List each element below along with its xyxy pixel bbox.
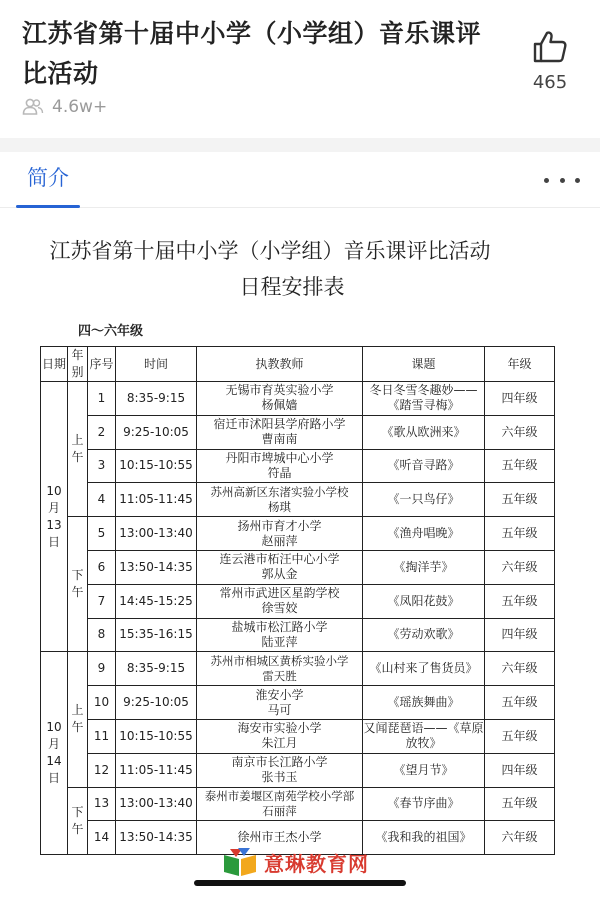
row-lesson: 《春节序曲》 bbox=[363, 787, 485, 821]
row-grade: 六年级 bbox=[485, 821, 555, 855]
table-row bbox=[41, 686, 555, 720]
row-number: 1 bbox=[88, 382, 116, 416]
table-row bbox=[41, 415, 555, 449]
home-indicator[interactable] bbox=[194, 880, 406, 886]
document-subtitle: 日程安排表 bbox=[239, 275, 345, 299]
row-lesson: 冬日冬雪冬趣妙——《踏雪寻梅》 bbox=[363, 382, 485, 416]
table-header-row bbox=[41, 347, 555, 382]
teacher-school: 扬州市育才小学 bbox=[237, 518, 322, 533]
row-number: 2 bbox=[88, 415, 116, 449]
row-teacher bbox=[197, 787, 363, 821]
table-row bbox=[41, 719, 555, 753]
table-row bbox=[41, 449, 555, 483]
row-grade: 五年级 bbox=[485, 719, 555, 753]
row-lesson: 《凤阳花鼓》 bbox=[363, 584, 485, 618]
row-number: 4 bbox=[88, 483, 116, 517]
row-teacher bbox=[197, 618, 363, 652]
teacher-school: 宿迁市沭阳县学府路小学 bbox=[213, 417, 346, 432]
teacher-school: 连云港市柘汪中心小学 bbox=[219, 552, 340, 567]
row-grade: 五年级 bbox=[485, 449, 555, 483]
row-lesson: 《望月节》 bbox=[363, 753, 485, 787]
row-number: 6 bbox=[88, 550, 116, 584]
row-time: 14:45-15:25 bbox=[116, 584, 197, 618]
row-teacher bbox=[197, 550, 363, 584]
row-grade: 五年级 bbox=[485, 483, 555, 517]
table-row bbox=[41, 517, 555, 551]
row-lesson: 《劳动欢歌》 bbox=[363, 618, 485, 652]
teacher-name: 郭从金 bbox=[261, 567, 298, 582]
row-time: 15:35-16:15 bbox=[116, 618, 197, 652]
row-lesson: 《听音寻路》 bbox=[363, 449, 485, 483]
column-header: 时间 bbox=[116, 347, 197, 382]
row-teacher bbox=[197, 686, 363, 720]
row-lesson: 《我和我的祖国》 bbox=[363, 821, 485, 855]
row-lesson: 《瑶族舞曲》 bbox=[363, 686, 485, 720]
teacher-school: 徐州市王杰小学 bbox=[237, 830, 322, 845]
row-time: 11:05-11:45 bbox=[116, 753, 197, 787]
row-lesson: 《渔舟唱晚》 bbox=[363, 517, 485, 551]
row-grade: 五年级 bbox=[485, 517, 555, 551]
document-title: 江苏省第十届中小学（小学组）音乐课评比活动 bbox=[49, 239, 491, 263]
schedule-table bbox=[40, 346, 555, 855]
row-teacher bbox=[197, 517, 363, 551]
table-row bbox=[41, 652, 555, 686]
teacher-name: 徐雪姣 bbox=[261, 601, 298, 616]
row-number: 13 bbox=[88, 787, 116, 821]
teacher-name: 朱江月 bbox=[261, 736, 298, 751]
watermark-logo bbox=[222, 846, 392, 878]
teacher-school: 南京市长江路小学 bbox=[231, 755, 328, 770]
teacher-school: 盐城市松江路小学 bbox=[231, 619, 328, 634]
tab-intro[interactable]: 简介 bbox=[16, 152, 80, 208]
teacher-school: 苏州市相城区黄桥实验小学 bbox=[210, 653, 349, 668]
teacher-name: 杨佩嫱 bbox=[261, 398, 298, 413]
row-time: 10:15-10:55 bbox=[116, 719, 197, 753]
row-number: 9 bbox=[88, 652, 116, 686]
column-header: 序号 bbox=[88, 347, 116, 382]
row-grade: 六年级 bbox=[485, 415, 555, 449]
period-cell: 下午 bbox=[68, 517, 88, 652]
row-time: 8:35-9:15 bbox=[116, 652, 197, 686]
table-row bbox=[41, 618, 555, 652]
row-lesson: 《歌从欧洲来》 bbox=[363, 415, 485, 449]
teacher-school: 常州市武进区星韵学校 bbox=[219, 586, 340, 601]
row-number: 3 bbox=[88, 449, 116, 483]
row-teacher bbox=[197, 382, 363, 416]
table-row bbox=[41, 483, 555, 517]
row-lesson: 《一只鸟仔》 bbox=[363, 483, 485, 517]
section-label: 四～六年级 bbox=[78, 324, 144, 339]
row-teacher bbox=[197, 415, 363, 449]
teacher-school: 无锡市育英实验小学 bbox=[225, 383, 334, 398]
thumbs-up-icon bbox=[532, 30, 568, 64]
schedule-document bbox=[0, 209, 600, 897]
column-header: 执教教师 bbox=[197, 347, 363, 382]
row-grade: 五年级 bbox=[485, 584, 555, 618]
row-grade: 五年级 bbox=[485, 686, 555, 720]
more-options-icon[interactable] bbox=[544, 172, 580, 188]
period-cell: 上午 bbox=[68, 652, 88, 787]
row-lesson: 《掏洋芋》 bbox=[363, 550, 485, 584]
row-teacher bbox=[197, 719, 363, 753]
teacher-school: 海安市实验小学 bbox=[237, 721, 322, 736]
row-number: 7 bbox=[88, 584, 116, 618]
row-lesson: 《山村来了售货员》 bbox=[363, 652, 485, 686]
tab-bar bbox=[0, 152, 600, 208]
section-divider bbox=[0, 138, 600, 152]
teacher-name: 符晶 bbox=[267, 465, 292, 480]
row-teacher bbox=[197, 584, 363, 618]
period-cell: 下午 bbox=[68, 787, 88, 855]
row-time: 9:25-10:05 bbox=[116, 415, 197, 449]
row-lesson: 又闻琵琶语——《草原放牧》 bbox=[363, 719, 485, 753]
teacher-school: 苏州高新区东渚实验小学校 bbox=[210, 484, 349, 499]
row-time: 11:05-11:45 bbox=[116, 483, 197, 517]
column-header: 日期 bbox=[41, 347, 68, 382]
view-count-label: 4.6w+ bbox=[52, 97, 108, 117]
teacher-name: 石丽萍 bbox=[262, 803, 297, 818]
column-header: 课题 bbox=[363, 347, 485, 382]
page-title: 江苏省第十届中小学（小学组）音乐课评比活动 bbox=[22, 19, 482, 88]
view-count bbox=[22, 94, 107, 120]
row-teacher bbox=[197, 753, 363, 787]
row-number: 8 bbox=[88, 618, 116, 652]
date-cell: 10月13日 bbox=[41, 382, 68, 652]
column-header: 年别 bbox=[68, 347, 88, 382]
row-number: 10 bbox=[88, 686, 116, 720]
table-row bbox=[41, 753, 555, 787]
teacher-school: 泰州市姜堰区南苑学校小学部 bbox=[204, 788, 355, 803]
teacher-name: 张书玉 bbox=[261, 770, 298, 785]
period-cell: 上午 bbox=[68, 382, 88, 517]
teacher-name: 杨琪 bbox=[268, 499, 291, 514]
date-cell: 10月14日 bbox=[41, 652, 68, 855]
teacher-school: 淮安小学 bbox=[255, 687, 304, 702]
watermark-text: 意琳教育网 bbox=[264, 851, 369, 876]
column-header: 年级 bbox=[485, 347, 555, 382]
row-grade: 六年级 bbox=[485, 652, 555, 686]
row-grade: 四年级 bbox=[485, 618, 555, 652]
row-time: 13:00-13:40 bbox=[116, 517, 197, 551]
row-grade: 四年级 bbox=[485, 753, 555, 787]
row-grade: 六年级 bbox=[485, 550, 555, 584]
row-grade: 五年级 bbox=[485, 787, 555, 821]
book-logo-icon bbox=[222, 847, 258, 877]
row-time: 10:15-10:55 bbox=[116, 449, 197, 483]
row-time: 13:00-13:40 bbox=[116, 787, 197, 821]
article-header bbox=[0, 0, 600, 138]
row-teacher bbox=[197, 449, 363, 483]
teacher-school: 丹阳市埤城中心小学 bbox=[225, 450, 334, 465]
table-row bbox=[41, 550, 555, 584]
row-time: 13:50-14:35 bbox=[116, 550, 197, 584]
people-icon bbox=[22, 98, 44, 116]
teacher-name: 赵丽萍 bbox=[261, 533, 298, 548]
row-time: 8:35-9:15 bbox=[116, 382, 197, 416]
teacher-name: 曹南南 bbox=[261, 432, 298, 447]
teacher-name: 陆亚萍 bbox=[261, 634, 298, 649]
like-count: 465 bbox=[532, 72, 568, 93]
table-row bbox=[41, 382, 555, 416]
teacher-name: 雷天胜 bbox=[262, 668, 297, 683]
table-row bbox=[41, 787, 555, 821]
teacher-name: 马可 bbox=[267, 702, 292, 717]
row-number: 14 bbox=[88, 821, 116, 855]
row-teacher bbox=[197, 483, 363, 517]
like-button[interactable] bbox=[525, 30, 575, 93]
row-number: 11 bbox=[88, 719, 116, 753]
row-number: 5 bbox=[88, 517, 116, 551]
row-teacher bbox=[197, 652, 363, 686]
row-time: 13:50-14:35 bbox=[116, 821, 197, 855]
row-time: 9:25-10:05 bbox=[116, 686, 197, 720]
row-grade: 四年级 bbox=[485, 382, 555, 416]
table-row bbox=[41, 584, 555, 618]
row-number: 12 bbox=[88, 753, 116, 787]
